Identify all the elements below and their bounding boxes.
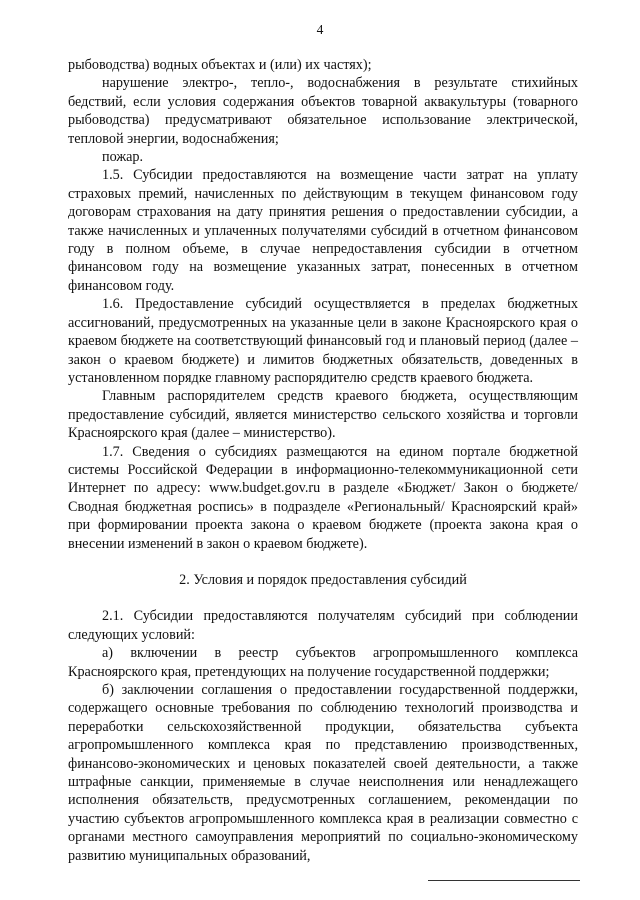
paragraph: 1.6. Предоставление субсидий осуществляется в пределах бюджетных ассигнований, предусмотренных на указанные цели в законе Красноярского края о краевом бюджете на соответствующий финансовый год и плановый период (далее – закон о краевом бюджете) и лимитов бюджетных обязательств, доведенных в установленном порядке главному распорядителю средств краевого бюджета. xyxy=(68,296,578,386)
section-heading: 2. Условия и порядок предоставления субсидий xyxy=(179,571,467,588)
paragraphs-bottom xyxy=(68,607,578,865)
paragraph: пожар. xyxy=(102,149,144,166)
paragraph: 2.1. Субсидии предоставляются получателям субсидий при соблюдении следующих условий: xyxy=(68,608,578,643)
document-body xyxy=(68,56,578,865)
paragraph: б) заключении соглашения о предоставлении государственной поддержки, содержащего основные требования по соблюдению технологий производства и переработки сельскохозяйственной продукции, обязательства субъекта агропромышленного комплекса края по представлению производственных, финансово-экономических и ценовых показателей своей деятельности, а также штрафные санкции, применяемые в случае неисполнения или ненадлежащего исполнения обязательств, предусмотренных соглашением, рекомендации по участию субъектов агропромышленного комплекса края в реализации совместно с органами местного самоуправления мероприятий по социально-экономическому развитию муниципальных образований, xyxy=(68,682,578,864)
paragraphs-top xyxy=(68,56,578,553)
paragraph: 1.5. Субсидии предоставляются на возмещение части затрат на уплату страховых премий, начисленных по действующим в текущем финансовом году договорам страхования на дату принятия решения о предоставлении субсидии, а также начисленных и уплаченных получателями субсидий в отчетном финансовом году в полном объеме, в случае непредоставления субсидии в отчетном финансовом году на возмещение указанных затрат, понесенных в отчетном финансовом году. xyxy=(68,167,578,294)
paragraph: 1.7. Сведения о субсидиях размещаются на едином портале бюджетной системы Российской Федерации в информационно-телекоммуникационной сети Интернет по адресу: www.budget.gov.ru в разделе «Бюджет/ Закон о бюджете/ Сводная бюджетная роспись» в подразделе «Региональный/ Красноярский край» при формировании проекта закона о краевом бюджете (проекта закона края о внесении изменений в закон о краевом бюджете). xyxy=(68,443,578,552)
paragraph: нарушение электро-, тепло-, водоснабжения в результате стихийных бедствий, если условия содержания объектов товарной аквакультуры (товарного рыбоводства) предусматривают обязательное использование электрической, тепловой энергии, водоснабжения; xyxy=(68,75,578,147)
footer-rule xyxy=(428,880,580,881)
paragraph: рыбоводства) водных объектах и (или) их частях); xyxy=(68,57,372,73)
page-number: 4 xyxy=(316,22,324,37)
paragraph: а) включении в реестр субъектов агропромышленного комплекса Красноярского края, претендующих на получение государственной поддержки; xyxy=(68,645,578,680)
paragraph: Главным распорядителем средств краевого бюджета, осуществляющим предоставление субсидий, является министерство сельского хозяйства и торговли Красноярского края (далее – министерство). xyxy=(68,388,578,442)
